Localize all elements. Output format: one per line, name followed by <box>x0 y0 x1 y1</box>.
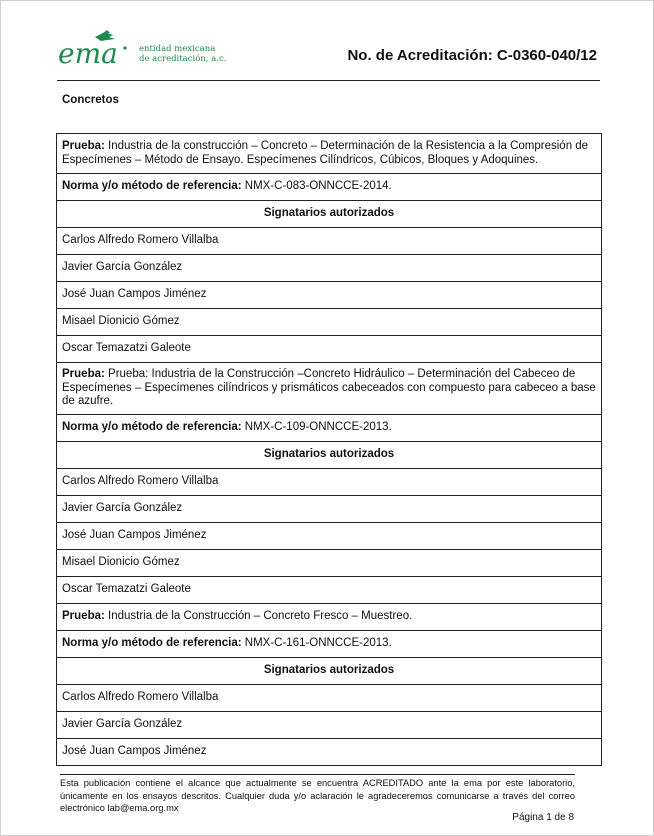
signatory-row: Carlos Alfredo Romero Villalba <box>57 228 601 255</box>
signatory-row: Misael Dionicio Gómez <box>57 550 601 577</box>
signatory-row: Javier García González <box>57 712 601 739</box>
signatory-row: Javier García González <box>57 496 601 523</box>
ema-logo <box>57 29 129 73</box>
signatory-row: Carlos Alfredo Romero Villalba <box>57 469 601 496</box>
signatory-row: Javier García González <box>57 255 601 282</box>
norm-row <box>57 415 601 442</box>
signatories-header: Signatarios autorizados <box>57 442 601 469</box>
page-header <box>57 29 599 81</box>
accreditation-number: No. de Acreditación: C-0360-040/12 <box>347 47 597 64</box>
signatories-header: Signatarios autorizados <box>57 658 601 685</box>
test-description: Prueba: Industria de la Construcción –Concreto Hidráulico – Determinación del Cabeceo de Especímenes – Especímenes cilíndricos y prismáticos cabeceados con compuesto para cabeceo a base de azufre. <box>62 368 596 407</box>
signatory-row: José Juan Campos Jiménez <box>57 523 601 550</box>
signatory-row: Oscar Temazatzi Galeote <box>57 577 601 604</box>
section-title: Concretos <box>62 94 119 106</box>
test-row <box>57 134 601 174</box>
org-name-line1: entidad mexicana <box>139 44 216 54</box>
test-label: Prueba: <box>62 368 105 380</box>
signatory-row: Carlos Alfredo Romero Villalba <box>57 685 601 712</box>
test-description: Industria de la construcción – Concreto – Determinación de la Resistencia a la Compresión de Especímenes – Método de Ensayo. Especímenes Cilíndricos, Cúbicos, Bloques y Adoquines. <box>62 140 589 166</box>
signatory-row: José Juan Campos Jiménez <box>57 282 601 309</box>
org-name-line2: de acreditación, a.c. <box>139 54 227 64</box>
norm-label: Norma y/o método de referencia: <box>62 421 242 434</box>
test-row <box>57 363 601 415</box>
test-label: Prueba: <box>62 610 105 623</box>
norm-label: Norma y/o método de referencia: <box>62 180 242 193</box>
organization-name <box>139 44 226 64</box>
signatory-row: José Juan Campos Jiménez <box>57 739 601 766</box>
test-row <box>57 604 601 631</box>
signatory-row: Oscar Temazatzi Galeote <box>57 336 601 363</box>
page-number: Página 1 de 8 <box>512 812 574 823</box>
norm-value: NMX-C-083-ONNCCE-2014. <box>241 180 392 193</box>
test-label: Prueba: <box>62 140 105 152</box>
signatories-header: Signatarios autorizados <box>57 201 601 228</box>
scope-table <box>56 133 602 766</box>
norm-value: NMX-C-109-ONNCCE-2013. <box>241 421 392 434</box>
ema-logo-icon <box>57 29 129 73</box>
norm-label: Norma y/o método de referencia: <box>62 637 242 650</box>
footer-notice: Esta publicación contiene el alcance que actualmente se encuentra ACREDITADO ante la ema por este laboratorio, únicamente en los ensayos descritos. Cualquier duda y/o aclaración le agradeceremos comunicarse a través del correo electrónico lab@ema.org.mx <box>60 774 575 815</box>
header-divider <box>57 80 600 81</box>
norm-row <box>57 631 601 658</box>
test-description: Industria de la Construcción – Concreto Fresco – Muestreo. <box>104 610 413 623</box>
norm-value: NMX-C-161-ONNCCE-2013. <box>241 637 392 650</box>
signatory-row: Misael Dionicio Gómez <box>57 309 601 336</box>
logo-wordmark: ema <box>58 37 118 70</box>
norm-row <box>57 174 601 201</box>
